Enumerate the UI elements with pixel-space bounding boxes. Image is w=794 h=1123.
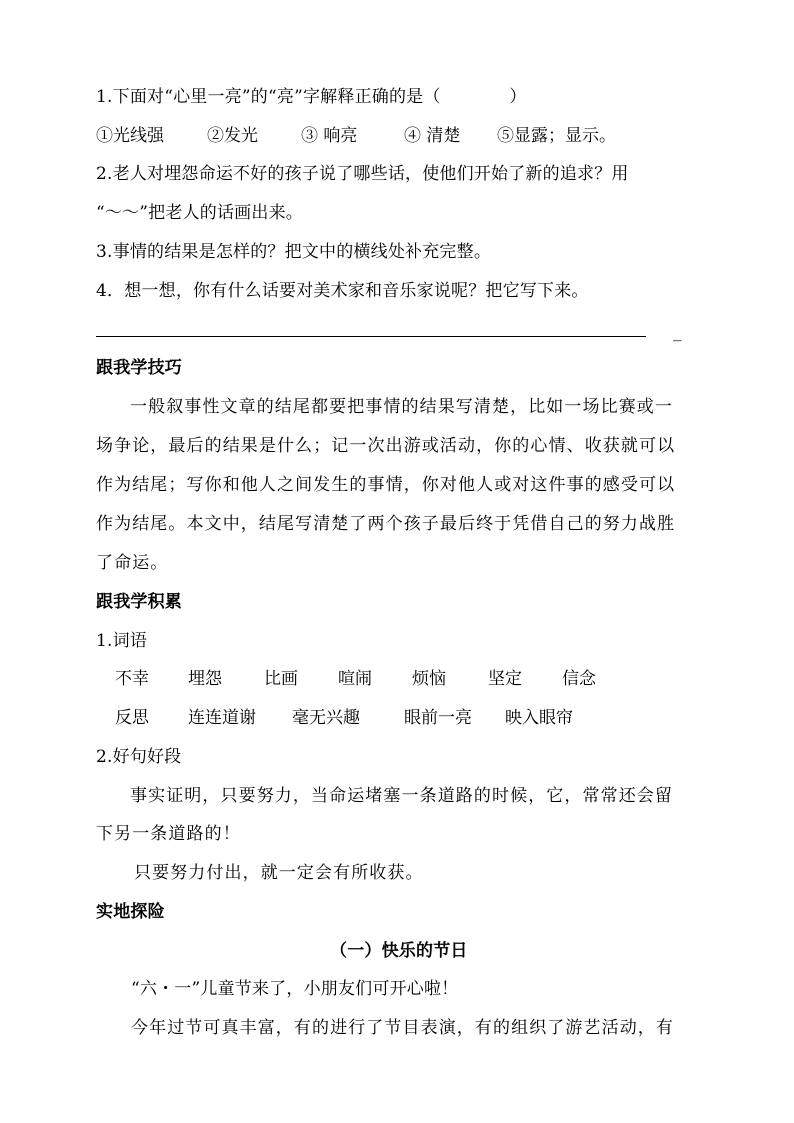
- answer-line-tail: _: [673, 322, 682, 342]
- option-1: ①光线强: [96, 126, 164, 146]
- word: 眼前一亮: [404, 708, 472, 728]
- sentences-title: 2.好句好段: [96, 747, 182, 767]
- skills-line-1: 一般叙事性文章的结尾都要把事情的结果写清楚，比如一场比赛或一: [130, 397, 673, 417]
- sentence-2: 只要努力付出，就一定会有所收获。: [134, 863, 424, 883]
- skills-line-4: 作为结尾。本文中，结尾写清楚了两个孩子最后终于凭借自己的努力战胜: [96, 514, 676, 534]
- accumulate-heading: 跟我学积累: [96, 592, 182, 612]
- skills-line-2: 场争论，最后的结果是什么；记一次出游或活动，你的心情、收获就可以: [96, 436, 676, 456]
- explore-heading: 实地探险: [96, 902, 165, 922]
- skills-heading: 跟我学技巧: [96, 358, 182, 378]
- word: 反思: [115, 708, 149, 728]
- words-title: 1.词语: [96, 631, 148, 651]
- word: 埋怨: [188, 669, 222, 689]
- option-5: ⑤显露；显示。: [497, 126, 616, 146]
- word: 不幸: [115, 669, 149, 689]
- word: 映入眼帘: [505, 708, 573, 728]
- story-title: （一）快乐的节日: [330, 941, 468, 961]
- sentence-1-line-1: 事实证明，只要努力，当命运堵塞一条道路的时候，它，常常还会留: [130, 786, 673, 806]
- story-line-2: 今年过节可真丰富，有的进行了节目表演，有的组织了游艺活动，有: [131, 1018, 674, 1038]
- question-1: 1.下面对“心里一亮”的“亮”字解释正确的是（ ）: [96, 87, 527, 107]
- sentence-1-line-2: 下另一条道路的！: [96, 824, 241, 844]
- option-4: ④ 清楚: [404, 126, 461, 146]
- question-3: 3.事情的结果是怎样的？把文中的横线处补充完整。: [96, 242, 492, 262]
- skills-line-3: 作为结尾；写你和他人之间发生的事情，你对他人或对这件事的感受可以: [96, 475, 676, 495]
- skills-line-5: 了命运。: [96, 553, 169, 573]
- answer-line: [96, 336, 646, 337]
- option-2: ②发光: [207, 126, 258, 146]
- question-2-line-1: 2.老人对埋怨命运不好的孩子说了哪些话，使他们开始了新的追求？用: [96, 164, 629, 184]
- word: 信念: [562, 669, 596, 689]
- word: 喧闹: [338, 669, 372, 689]
- question-4: 4．想一想，你有什么话要对美术家和音乐家说呢？把它写下来。: [96, 281, 589, 301]
- word: 连连道谢: [188, 708, 256, 728]
- word: 比画: [264, 669, 298, 689]
- option-3: ③ 响亮: [301, 126, 358, 146]
- question-2-line-2: “～～”把老人的话画出来。: [96, 203, 303, 223]
- word: 烦恼: [412, 669, 446, 689]
- word: 坚定: [488, 669, 522, 689]
- word: 毫无兴趣: [292, 708, 360, 728]
- story-line-1: “六・一”儿童节来了，小朋友们可开心啦！: [131, 979, 459, 999]
